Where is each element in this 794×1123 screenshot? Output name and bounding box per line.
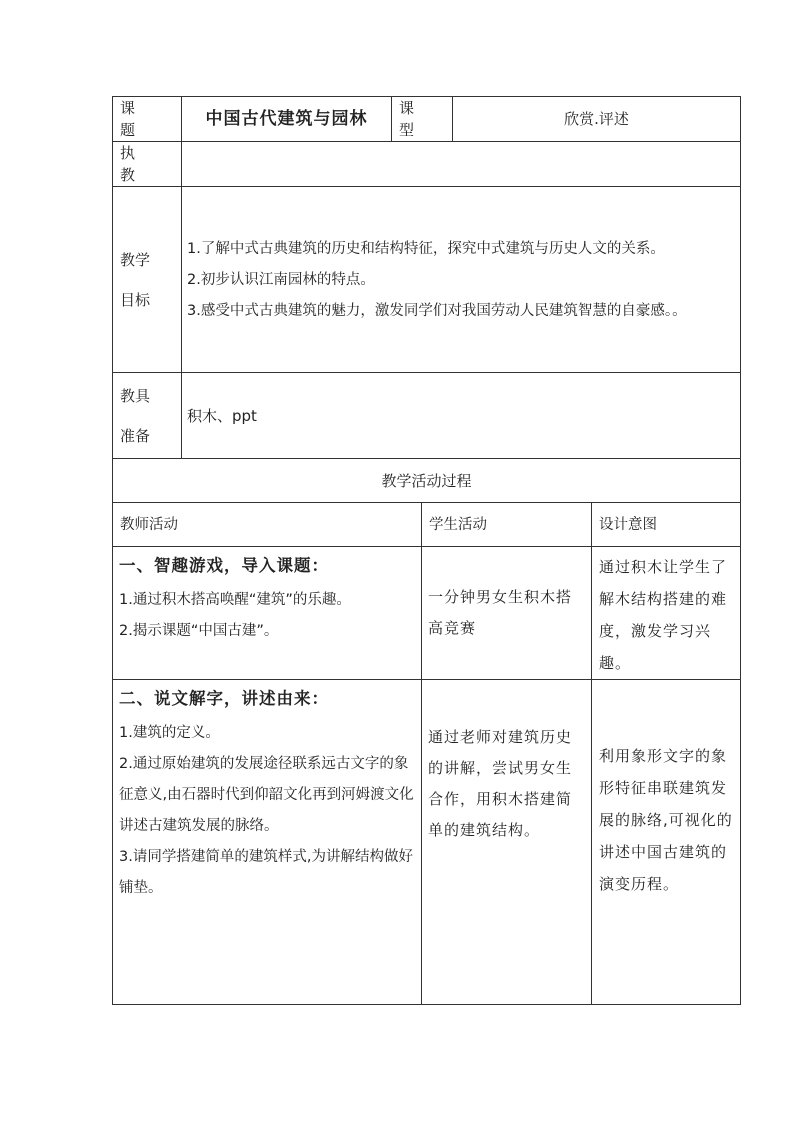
header-row xyxy=(113,97,741,142)
teacher-item: 1.建筑的定义。 xyxy=(119,725,220,741)
goals-label xyxy=(113,187,182,373)
goal-item: 2.初步认识江南园林的特点。 xyxy=(187,272,375,288)
section-row xyxy=(113,547,741,680)
section-teacher-cell xyxy=(113,680,422,1005)
teacher-row xyxy=(113,142,741,187)
goals-label-line2: 目标 xyxy=(120,290,151,309)
section-design-cell: 利用象形文字的象形特征串联建筑发展的脉络,可视化的讲述中国古建筑的演变历程。 xyxy=(592,680,741,1005)
section-heading: 一、智趣游戏，导入课题： xyxy=(119,556,329,575)
topic-value: 中国古代建筑与园林 xyxy=(182,97,392,142)
goal-item: 1.了解中式古典建筑的历史和结构特征，探究中式建筑与历史人文的关系。 xyxy=(187,241,665,257)
type-label: 课 型 xyxy=(392,97,453,142)
goals-label-line1: 教学 xyxy=(120,250,151,269)
col-student-header: 学生活动 xyxy=(422,503,592,547)
section-heading: 二、说文解字，讲述由来： xyxy=(119,689,329,708)
process-title-row xyxy=(113,459,741,503)
teacher-item: 2.通过原始建筑的发展途径联系远古文字的象征意义,由石器时代到仰韶文化再到河姆渡文化讲述古建筑发展的脉络。 xyxy=(119,756,414,834)
section-student-cell: 通过老师对建筑历史的讲解，尝试男女生合作，用积木搭建简单的建筑结构。 xyxy=(422,680,592,1005)
goals-content xyxy=(182,187,741,373)
section-row xyxy=(113,680,741,1005)
topic-label: 课 题 xyxy=(113,97,182,142)
goal-item: 3.感受中式古典建筑的魅力，激发同学们对我国劳动人民建筑智慧的自豪感。。 xyxy=(187,303,687,319)
process-header-row xyxy=(113,503,741,547)
teacher-item: 1.通过积木搭高唤醒“建筑”的乐趣。 xyxy=(119,592,351,608)
tools-label-line2: 准备 xyxy=(120,426,151,445)
teacher-item: 3.请同学搭建简单的建筑样式,为讲解结构做好铺垫。 xyxy=(119,849,413,896)
section-teacher-cell xyxy=(113,547,422,680)
section-design-cell: 通过积木让学生了解木结构搭建的难度，激发学习兴趣。 xyxy=(592,547,741,680)
tools-label-line1: 教具 xyxy=(120,386,151,405)
tools-label xyxy=(113,373,182,459)
col-design-header: 设计意图 xyxy=(592,503,741,547)
process-title: 教学活动过程 xyxy=(113,459,741,503)
section-student-cell: 一分钟男女生积木搭高竞赛 xyxy=(422,547,592,680)
teacher-value xyxy=(182,142,741,187)
lesson-plan-table xyxy=(112,96,741,1005)
col-teacher-header: 教师活动 xyxy=(113,503,422,547)
goals-row xyxy=(113,187,741,373)
type-value: 欣赏.评述 xyxy=(453,97,741,142)
teacher-label: 执 教 xyxy=(113,142,182,187)
tools-row xyxy=(113,373,741,459)
teacher-item: 2.揭示课题“中国古建”。 xyxy=(119,623,279,639)
tools-value: 积木、ppt xyxy=(182,373,741,459)
